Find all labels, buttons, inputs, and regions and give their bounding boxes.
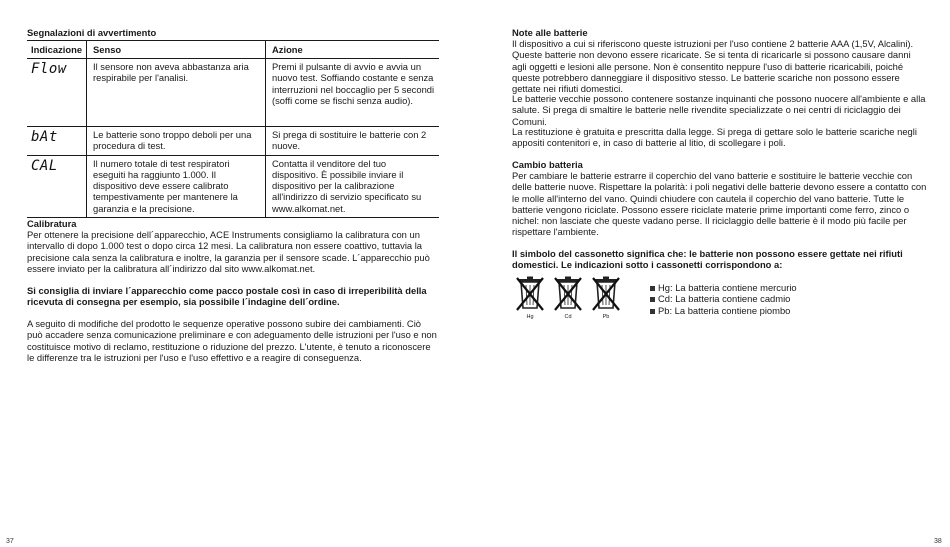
square-bullet-icon — [650, 309, 655, 314]
bin-label-pb: Pb — [602, 314, 610, 320]
square-bullet-icon — [650, 286, 655, 291]
battery-notes-heading: Note alle batterie — [512, 27, 588, 38]
crossed-bin-icon — [591, 275, 621, 320]
table-row — [27, 127, 439, 156]
square-bullet-icon — [650, 297, 655, 302]
list-item: Pb: La batteria contiene piombo — [650, 305, 797, 316]
column-header-azione: Azione — [266, 41, 440, 59]
calibration-heading: Calibratura — [27, 218, 77, 229]
list-item: Hg: La batteria contiene mercurio — [650, 282, 797, 293]
indicator-code: bAt — [27, 127, 87, 156]
battery-notes-text-3: La restituzione è gratuita e prescritta dalla legge. Si prega di gettare solo le batterie scariche negli appositi contenitori e, in caso di batterie al litio, di scollegare i poli. — [512, 126, 917, 149]
action-cell: Contatta il venditore del tuo dispositivo. È possibile inviare il dispositivo per la calibrazione all'indirizzo di servizio specificato su www.alkomat.net. — [266, 155, 440, 217]
meaning-cell: Le batterie sono troppo deboli per una procedura di test. — [87, 127, 266, 156]
bin-legend — [650, 282, 797, 316]
product-changes-text: A seguito di modifiche del prodotto le sequenze operative possono subire dei cambiamenti. Ciò può accadere senza comunicazione preliminare e con adeguamento delle istruzioni per l'uso e non costituisce motivo di reclamo, restituzione o riduzione del prezzo. L'utente, è tenuto a riconoscere le differenze tra le istruzioni per l'uso e l'uso effettivo e a reagire di conseguenza. — [27, 318, 437, 363]
warnings-table — [27, 40, 439, 218]
table-header-row — [27, 41, 439, 59]
crossed-bin-icon — [553, 275, 583, 320]
indicator-code: Flow — [27, 59, 87, 127]
calibration-text: Per ottenere la precisione dell´apparecchio, ACE Instruments consigliamo la calibratura con un intervallo di dopo 1.000 test o dopo circa 12 mesi. La calibratura non essere coattivo, tuttavia la precisione cala senza la calibratura e inoltre, la garanzia per il sensore scade. L´apparecchio può essere inviato per la calibratura all´indirizzo dal sito www.alkomat.net. — [27, 229, 430, 274]
bin-label-cd: Cd — [564, 314, 572, 320]
table-row — [27, 155, 439, 217]
crossed-bin-symbols — [515, 275, 640, 323]
meaning-cell: Il numero totale di test respiratori eseguiti ha raggiunto 1.000. Il dispositivo deve essere calibrato tempestivamente per mantenere la garanzia e la precisione. — [87, 155, 266, 217]
shipping-note: Si consiglia di inviare l´apparecchio come pacco postale così in caso di irreperibilità della ricevuta di consegna per esempio, sia possibile l´indagine dell´ordine. — [27, 285, 427, 308]
action-cell: Premi il pulsante di avvio e avvia un nuovo test. Soffiando costante e senza interruzioni nel boccaglio per 5 secondi (soffi come se fischi senza audio). — [266, 59, 440, 127]
crossed-bin-icon — [515, 275, 545, 320]
meaning-cell: Il sensore non aveva abbastanza aria respirabile per l'analisi. — [87, 59, 266, 127]
indicator-code: CAL — [27, 155, 87, 217]
column-header-senso: Senso — [87, 41, 266, 59]
bin-label-hg: Hg — [526, 314, 534, 320]
warnings-heading: Segnalazioni di avvertimento — [27, 27, 157, 38]
battery-notes-text-1: Il dispositivo a cui si riferiscono queste istruzioni per l'uso contiene 2 batterie AAA (1,5V, Alcalini). Queste batterie non devono essere ricaricate. Se si tenta di ricaricarle si possono causare danni agli oggetti e lesioni alle persone. Non è consentito neppure l'uso di batterie ricaricabili, poiché queste potrebbero danneggiare il dispositivo stesso. Le batterie scariche non possono essere gettate nei rifiuti domestici. — [512, 38, 914, 95]
list-item: Cd: La batteria contiene cadmio — [650, 293, 797, 304]
column-header-indicazione: Indicazione — [27, 41, 87, 59]
bin-symbol-note: Il simbolo del cassonetto significa che: le batterie non possono essere gettate nei rifiuti domestici. Le indicazioni sotto i cassonetti corrispondono a: — [512, 248, 903, 271]
battery-change-text: Per cambiare le batterie estrarre il coperchio del vano batterie e sostituire le batterie vecchie con delle batterie nuove. Rispettare la polarità: i poli negativi delle batterie devono essere a contatto con le molle all'interno del vano. Quindi chiudere con cautela il coperchio del vano batterie. Tutte le batterie vengono riciclate. Possono essere riciclate materie prime importanti come ferro, zinco o nichel: non lasciate che queste vadano perse. Il riciclaggio delle batterie è il modo più facile per rispettare l'ambiente. — [512, 170, 927, 238]
table-row — [27, 59, 439, 127]
action-cell: Si prega di sostituire le batterie con 2 nuove. — [266, 127, 440, 156]
battery-notes-text-2: Le batterie vecchie possono contenere sostanze inquinanti che possono nuocere all'ambiente e alla salute. Si prega di smaltire le batterie nelle rivendite specializzate o nei centri di riciclaggio dei Comuni. — [512, 93, 926, 127]
battery-change-heading: Cambio batteria — [512, 159, 583, 170]
